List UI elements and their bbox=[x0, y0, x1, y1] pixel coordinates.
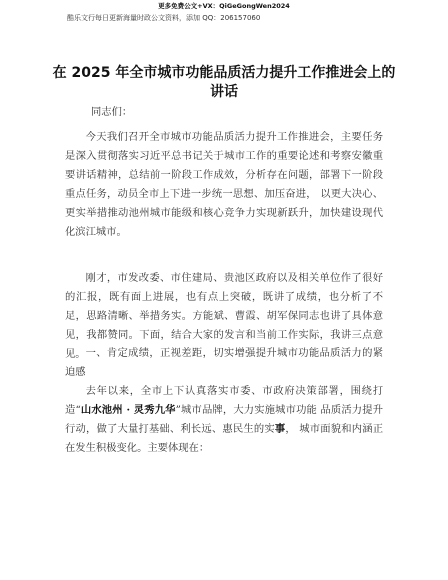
city-brand: 山水池州 · 灵秀九华 bbox=[80, 404, 176, 416]
greeting: 同志们： bbox=[91, 106, 133, 118]
paragraph-intro: 今天我们召开全市城市功能品质活力提升工作推进会，主要任务是深入贯彻落实习近平总书记关于城市工作的重要论述和考察安徽重要讲话精神，总结前一阶段工作成效，分析存在问题，部署下一阶段重点任务，动员全市上下进一步统一思想、加压奋进， 以更大决心、更实举措推动池州城市能级和核心竞争力实现新跃升，加快建设现代化滨江城市。 bbox=[65, 131, 383, 238]
section-heading-one: 一、肯定成绩，正视差距，切实增强提升城市功能品质活力的紧迫感 bbox=[65, 347, 383, 378]
paragraph-text: ， 城市面貌和内涵正在发生积极变化。主要体现在： bbox=[65, 423, 384, 454]
top-banner: 更多免费公文+VX：QiGeGongWen2024 bbox=[158, 2, 290, 10]
bold-char: 事 bbox=[274, 423, 286, 435]
paragraph-reports: 刚才，市发改委、市住建局、贵池区政府以及相关单位作了很好的汇报，既有面上进展，也有点上突破，既讲了成绩，也分析了不足，思路清晰、举措务实。方能斌、曹霞、胡军保同志也讲了具体意见，我都赞同。下面，结合大家的发言和当前工作实际，我讲三点意见。 bbox=[65, 272, 383, 360]
paragraph-text: ”城市品牌，大力实施城市功能 品质活力提升行动，做了大量打基础、利长远、惠民生的实 bbox=[65, 404, 383, 435]
paragraph-text: 去年以来，全市上下认真落实市委、市政府决策部署，围绕打造“ bbox=[65, 385, 383, 416]
document-title: 在 2025 年全市城市功能品质活力提升工作推进会上的讲话 bbox=[52, 65, 396, 100]
header-note: 酷乐文行每日更新海量时政公文资料，添加 QQ：206157060 bbox=[67, 14, 261, 22]
paragraph-achievements bbox=[65, 382, 383, 458]
